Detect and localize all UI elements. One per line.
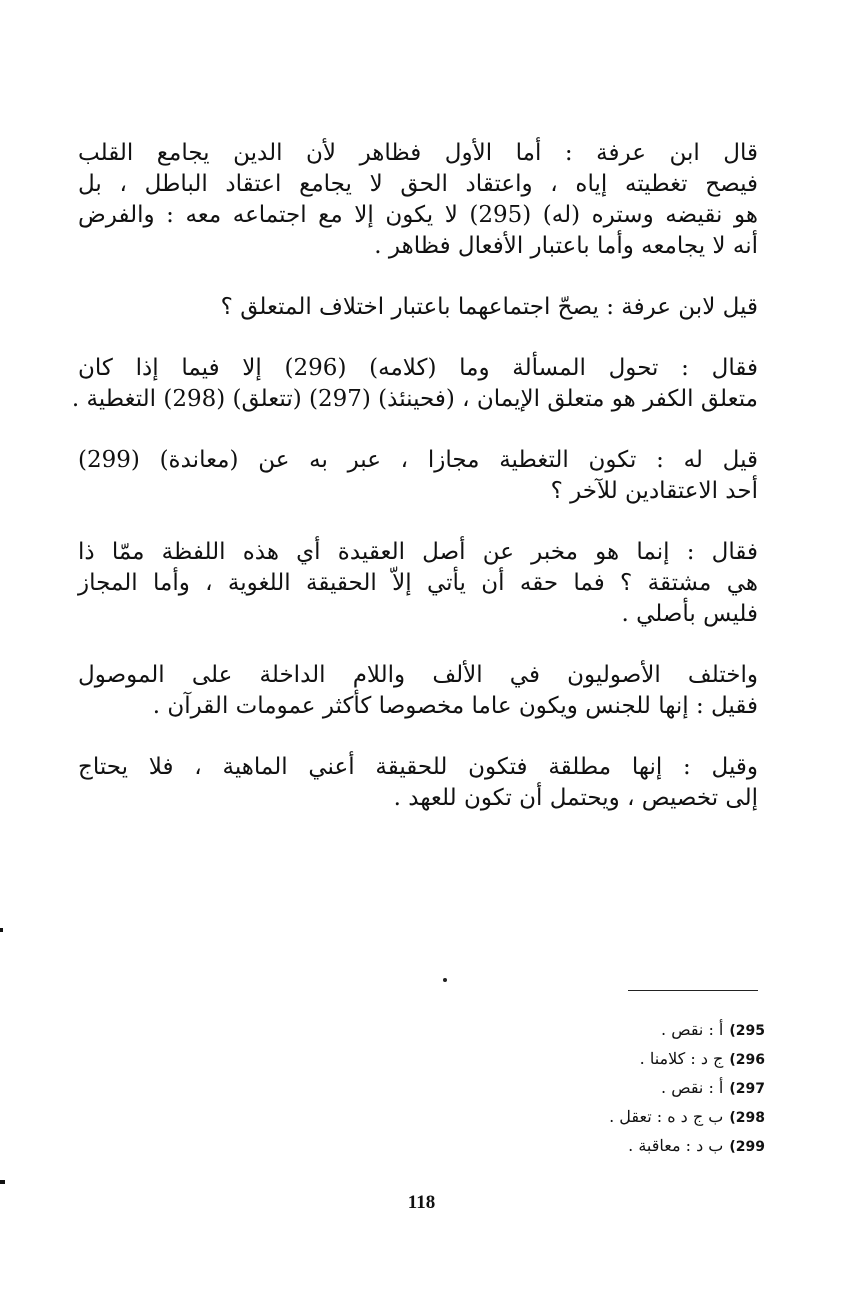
footnote-number: (298 xyxy=(729,1110,765,1126)
footnote-item xyxy=(540,1016,765,1045)
footnote-separator xyxy=(628,990,758,991)
footnote-text: أ : نقص . xyxy=(661,1020,724,1039)
footnote-item xyxy=(540,1132,765,1161)
text-line: هو نقيضه وستره (له) (295) لا يكون إلا مع اجتماعه معه : والفرض xyxy=(78,202,759,228)
footnote-number: (296 xyxy=(729,1052,765,1068)
footnote-item xyxy=(540,1045,765,1074)
text-line: فيصح تغطيته إياه ، واعتقاد الحق لا يجامع اعتقاد الباطل ، بل xyxy=(78,171,759,197)
text-line: واختلف الأصوليون في الألف واللام الداخلة على الموصول xyxy=(78,662,758,688)
text-line: قيل لابن عرفة : يصحّ اجتماعهما باعتبار اختلاف المتعلق ؟ xyxy=(220,294,758,320)
text-line: أحد الاعتقادين للآخر ؟ xyxy=(550,478,758,504)
text-line: فقيل : إنها للجنس ويكون عاما مخصوصا كأكثر عمومات القرآن . xyxy=(152,693,758,719)
paragraph-5 xyxy=(78,537,758,630)
main-text xyxy=(71,138,759,844)
text-line: فقال : تحول المسألة وما (كلامه) (296) إلا فيما إذا كان xyxy=(78,355,759,381)
footnote-number: (299 xyxy=(729,1139,765,1155)
footnote-number: (295 xyxy=(729,1023,765,1039)
footnote-text: ج د : كلامنا . xyxy=(639,1049,724,1068)
scan-dot-mark xyxy=(443,978,447,982)
scan-edge-mark xyxy=(0,928,3,932)
footnote-text: ب د : معاقبة . xyxy=(628,1136,724,1155)
text-line: هي مشتقة ؟ فما حقه أن يأتي إلاّ الحقيقة اللغوية ، وأما المجاز xyxy=(78,570,758,596)
text-line: متعلق الكفر هو متعلق الإيمان ، (فحينئذ) (297) (تتعلق) (298) التغطية . xyxy=(71,386,758,412)
footnotes xyxy=(540,1016,765,1161)
footnote-text: ب ج د ه : تعقل . xyxy=(609,1107,724,1126)
paragraph-3 xyxy=(71,353,759,415)
paragraph-4 xyxy=(78,445,758,507)
footnote-number: (297 xyxy=(729,1081,765,1097)
footnote-item xyxy=(540,1103,765,1132)
footnote-item xyxy=(540,1074,765,1103)
page-number: 118 xyxy=(407,1192,436,1213)
paragraph-2 xyxy=(78,292,758,323)
paragraph-6 xyxy=(78,660,758,722)
text-line: إلى تخصيص ، ويحتمل أن تكون للعهد . xyxy=(393,785,758,811)
text-line: فقال : إنما هو مخبر عن أصل العقيدة أي هذه اللفظة ممّا ذا xyxy=(78,539,758,565)
text-line: فليس بأصلي . xyxy=(621,601,758,627)
scan-edge-mark xyxy=(0,1180,5,1184)
text-line: أنه لا يجامعه وأما باعتبار الأفعال فظاهر . xyxy=(374,233,758,259)
paragraph-1 xyxy=(78,138,758,262)
text-line: قال ابن عرفة : أما الأول فظاهر لأن الدين يجامع القلب xyxy=(78,140,758,166)
text-line: قيل له : تكون التغطية مجازا ، عبر به عن (معاندة) (299) xyxy=(78,447,758,473)
paragraph-7 xyxy=(78,752,758,814)
footnote-text: أ : نقص . xyxy=(661,1078,724,1097)
text-line: وقيل : إنها مطلقة فتكون للحقيقة أعني الماهية ، فلا يحتاج xyxy=(78,754,758,780)
